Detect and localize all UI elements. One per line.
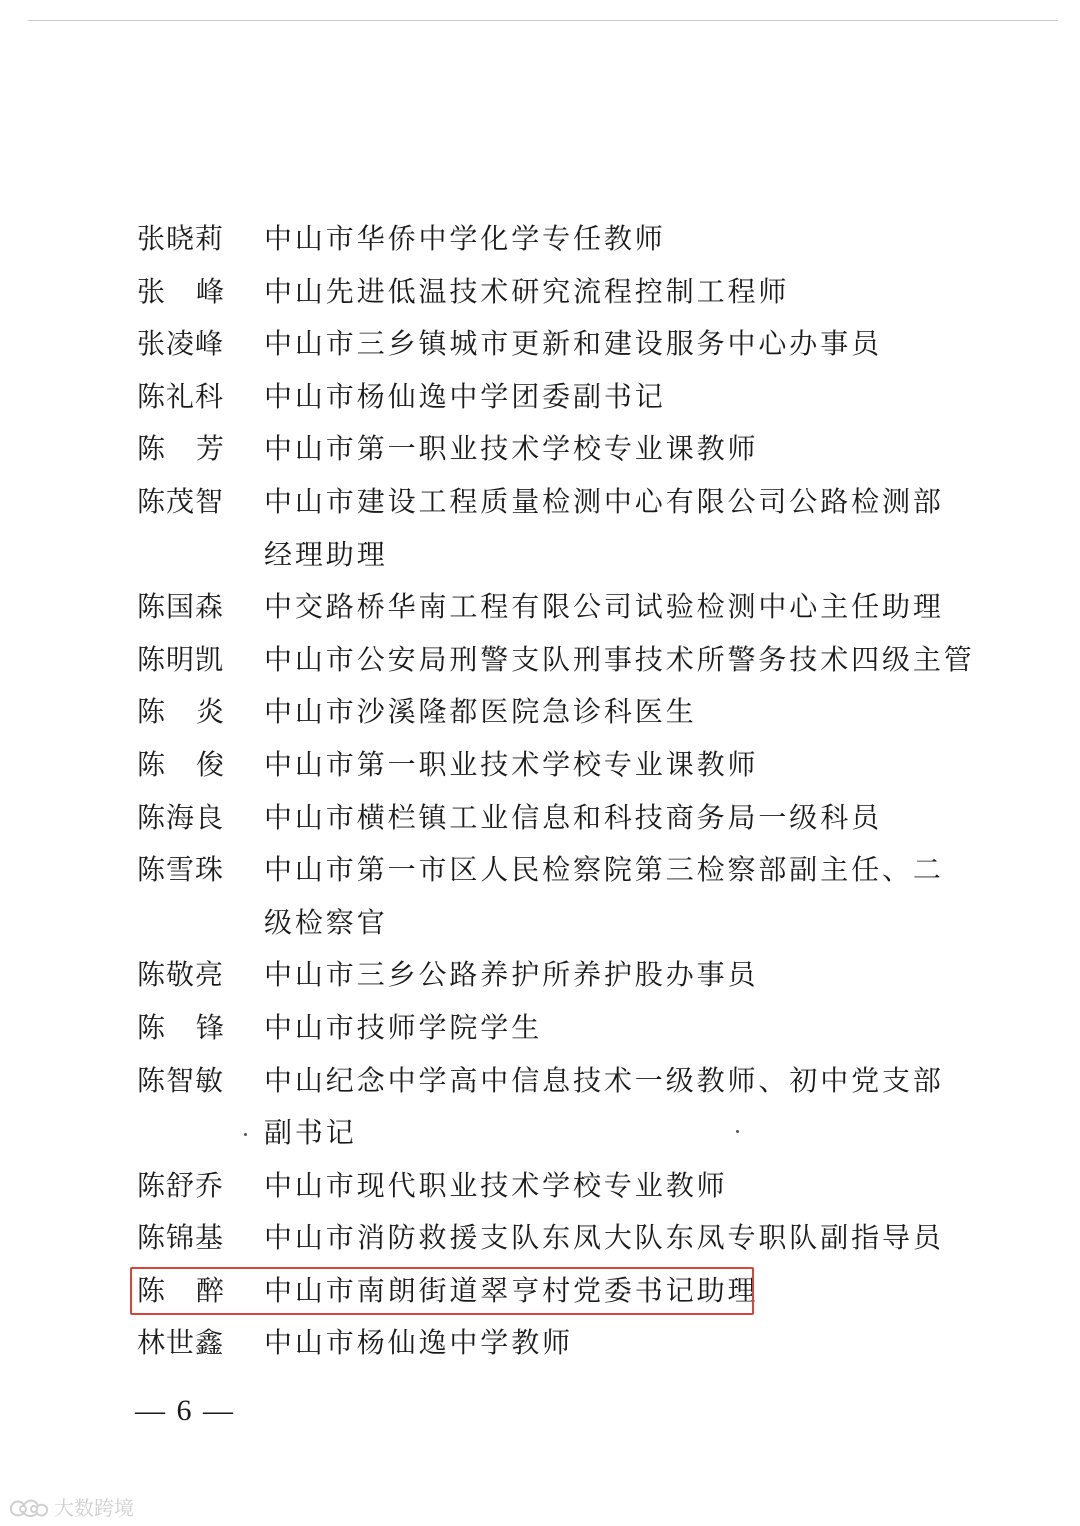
scan-dot xyxy=(736,1130,739,1133)
list-item xyxy=(0,844,1080,949)
position-line: 中山纪念中学高中信息技术一级教师、初中党支部 xyxy=(264,1063,944,1097)
position-line: 中山市横栏镇工业信息和科技商务局一级科员 xyxy=(264,800,883,834)
position-title xyxy=(264,423,1080,476)
position-title xyxy=(264,476,1080,581)
logo-icon xyxy=(8,1495,50,1519)
person-name: 陈雪珠 xyxy=(137,853,225,887)
list-item xyxy=(0,423,1080,476)
position-line: 中山市杨仙逸中学教师 xyxy=(264,1326,574,1360)
list-item xyxy=(0,318,1080,371)
position-line: 中山市消防救援支队东凤大队东凤专职队副指导员 xyxy=(264,1221,944,1255)
position-title xyxy=(264,949,1080,1002)
position-title xyxy=(264,581,1080,634)
person-name: 陈舒乔 xyxy=(137,1168,225,1202)
person-name: 陈 俊 xyxy=(137,747,225,781)
position-title xyxy=(264,792,1080,845)
page-top-rule xyxy=(28,20,1058,21)
position-title xyxy=(264,1055,1080,1160)
list-item xyxy=(0,686,1080,739)
list-item xyxy=(0,266,1080,319)
highlight-box xyxy=(130,1267,754,1315)
position-title xyxy=(264,266,1080,319)
position-line: 中山市建设工程质量检测中心有限公司公路检测部 xyxy=(264,484,944,518)
position-title xyxy=(264,1160,1080,1213)
person-name: 张 峰 xyxy=(137,274,225,308)
person-name: 陈 芳 xyxy=(137,432,225,466)
list-item xyxy=(0,949,1080,1002)
position-line: 中山市南朗街道翠亨村党委书记助理 xyxy=(264,1273,759,1307)
position-line: 中山市技师学院学生 xyxy=(264,1010,543,1044)
person-name: 陈国森 xyxy=(137,590,225,624)
list-item xyxy=(0,1212,1080,1265)
person-name: 张凌峰 xyxy=(137,327,225,361)
page-number: — 6 — xyxy=(135,1394,235,1427)
list-item xyxy=(0,1055,1080,1160)
position-line: 中山市第一职业技术学校专业课教师 xyxy=(264,432,759,466)
person-name: 陈锦基 xyxy=(137,1221,225,1255)
person-name: 陈茂智 xyxy=(137,484,225,518)
person-name: 陈 炎 xyxy=(137,695,225,729)
appointee-list xyxy=(0,213,1080,1370)
position-line: 经理助理 xyxy=(264,537,388,571)
list-item xyxy=(0,581,1080,634)
position-line: 中山市杨仙逸中学团委副书记 xyxy=(264,379,666,413)
position-line: 中山市现代职业技术学校专业教师 xyxy=(264,1168,728,1202)
list-item xyxy=(0,634,1080,687)
position-line: 级检察官 xyxy=(264,905,388,939)
person-name: 张晓莉 xyxy=(137,222,225,255)
position-title xyxy=(264,213,1080,266)
watermark xyxy=(8,1492,134,1521)
position-title xyxy=(264,318,1080,371)
person-name: 陈 锋 xyxy=(137,1010,225,1044)
position-line: 中山先进低温技术研究流程控制工程师 xyxy=(264,274,790,308)
list-item xyxy=(0,1160,1080,1213)
position-title xyxy=(264,634,1080,687)
position-title xyxy=(264,844,1080,949)
person-name: 陈礼科 xyxy=(137,379,225,413)
list-item xyxy=(0,739,1080,792)
position-line: 中山市第一市区人民检察院第三检察部副主任、二 xyxy=(264,853,944,887)
list-item xyxy=(0,476,1080,581)
position-title xyxy=(264,371,1080,424)
position-line: 中山市公安局刑警支队刑事技术所警务技术四级主管 xyxy=(264,642,975,676)
position-title xyxy=(264,1212,1080,1265)
position-title xyxy=(264,1002,1080,1055)
position-line: 中山市华侨中学化学专任教师 xyxy=(264,222,666,255)
person-name: 陈海良 xyxy=(137,800,225,834)
list-item xyxy=(0,371,1080,424)
position-title xyxy=(264,1317,1080,1370)
position-line: 中交路桥华南工程有限公司试验检测中心主任助理 xyxy=(264,590,944,624)
person-name: 陈智敏 xyxy=(137,1063,225,1097)
person-name: 陈 醉 xyxy=(137,1273,225,1307)
position-line: 中山市沙溪隆都医院急诊科医生 xyxy=(264,695,697,729)
list-item xyxy=(0,1317,1080,1370)
watermark-text: 大数跨境 xyxy=(54,1496,134,1520)
person-name: 陈明凯 xyxy=(137,642,225,676)
position-title xyxy=(264,739,1080,792)
list-item xyxy=(0,1002,1080,1055)
person-name: 林世鑫 xyxy=(137,1326,225,1360)
scan-dot xyxy=(244,1133,247,1136)
position-line: 中山市三乡公路养护所养护股办事员 xyxy=(264,958,759,992)
position-line: 中山市三乡镇城市更新和建设服务中心办事员 xyxy=(264,327,883,361)
position-line: 副书记 xyxy=(264,1116,357,1150)
list-item xyxy=(0,792,1080,845)
person-name: 陈敬亮 xyxy=(137,958,225,992)
position-title xyxy=(264,686,1080,739)
list-item xyxy=(0,213,1080,266)
position-line: 中山市第一职业技术学校专业课教师 xyxy=(264,747,759,781)
